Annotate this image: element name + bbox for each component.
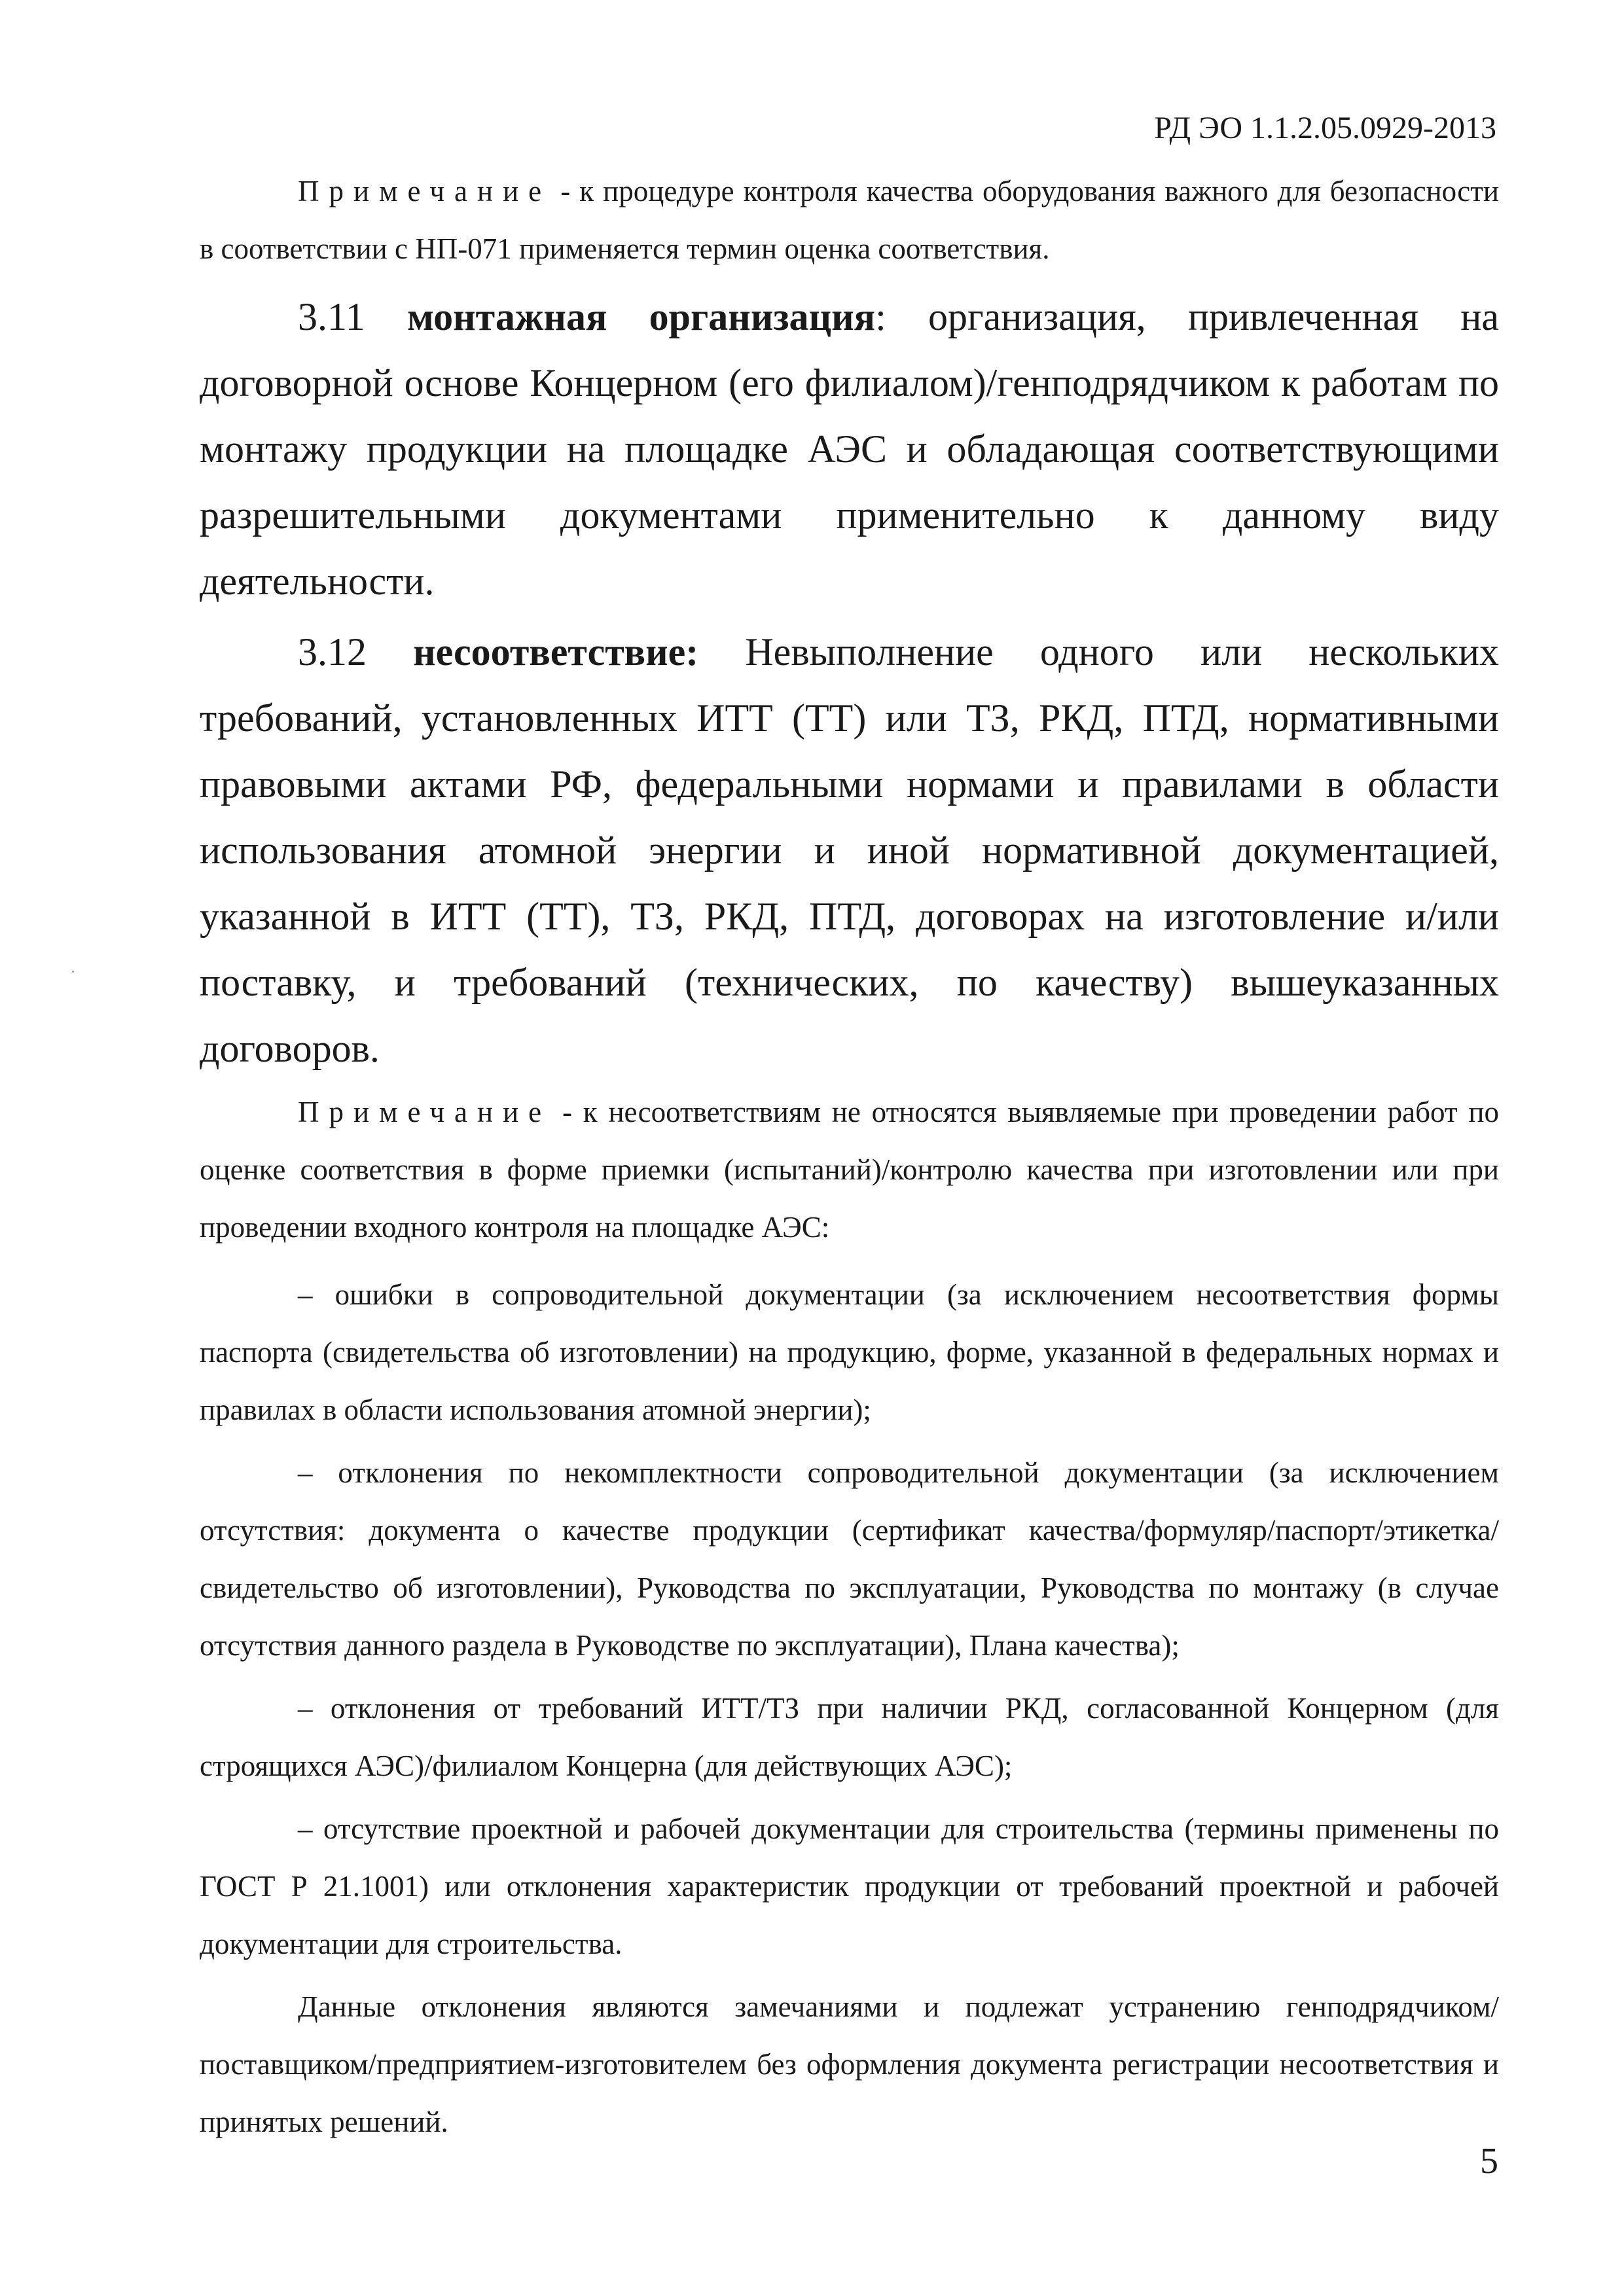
note-procedure-quality-control (200, 162, 1499, 278)
list-item: – отклонения по некомплектности сопроводительной документации (за исключением отсутствия: документа о качестве продукции (сертификат качества/формуляр/паспорт/этикетка/свидетельство об изготовлении), Руководства по эксплуатации, Руководства по монтажу (в случае отсутствия данного раздела в Руководстве по эксплуатации), Плана качества); (200, 1456, 1499, 1662)
page-number: 5 (1480, 2141, 1498, 2181)
scan-speck (72, 971, 74, 973)
note-label: Примечание (298, 175, 552, 207)
definition-3-12 (200, 619, 1499, 1082)
list-item: – ошибки в сопроводительной документации (за исключением несоответствия формы паспорта (свидетельства об изготовлении) на продукцию, форме, указанной в федеральных нормах и правилах в области использования атомной энергии); (200, 1278, 1499, 1426)
definition-text: Невыполнение одного или нескольких требований, установленных ИТТ (ТТ) или ТЗ, РКД, ПТД, нормативными правовыми актами РФ, федеральными нормами и правилами в области использования атомной энергии и иной нормативной документацией, указанной в ИТТ (ТТ), ТЗ, РКД, ПТД, договорах на изготовление и/или поставку, и требований (технических, по качеству) вышеуказанных договоров. (200, 630, 1499, 1070)
document-code-header: РД ЭО 1.1.2.05.0929-2013 (1154, 111, 1496, 145)
closing-paragraph: Данные отклонения являются замечаниями и подлежат устранению генподрядчиком/поставщиком/предприятием-изготовителем без оформления документа регистрации несоответствия и принятых решений. (200, 1990, 1499, 2138)
list-item: – отклонения от требований ИТТ/ТЗ при наличии РКД, согласованной Концерном (для строящихся АЭС)/филиалом Концерна (для действующих АЭС); (200, 1692, 1499, 1782)
clause-number: 3.12 (298, 630, 414, 673)
note-text: - к процедуре контроля качества оборудования важного для безопасности в соответствии с НП-071 применяется термин оценка соответствия. (200, 175, 1499, 265)
term-nonconformity: несоответствие: (413, 630, 699, 673)
note-nonconformity-exclusions (200, 1083, 1499, 1256)
definition-3-11 (200, 284, 1499, 615)
note-text: - к несоответствиям не относятся выявляемые при проведении работ по оценке соответствия в форме приемки (испытаний)/контролю качества при изготовлении или при проведении входного контроля на площадке АЭС: (200, 1096, 1499, 1244)
definition-text: : организация, привлеченная на договорной основе Концерном (его филиалом)/генподрядчиком к работам по монтажу продукции на площадке АЭС и обладающая соответствующими разрешительными документами применительно к данному виду деятельности. (200, 295, 1499, 603)
page-body (200, 162, 1499, 2151)
clause-number: 3.11 (298, 295, 408, 338)
note-label: Примечание (298, 1096, 552, 1128)
list-item: – отсутствие проектной и рабочей документации для строительства (термины применены по ГОСТ Р 21.1001) или отклонения характеристик продукции от требований проектной и рабочей документации для строительства. (200, 1812, 1499, 1960)
term-mounting-organization: монтажная организация (407, 295, 876, 338)
